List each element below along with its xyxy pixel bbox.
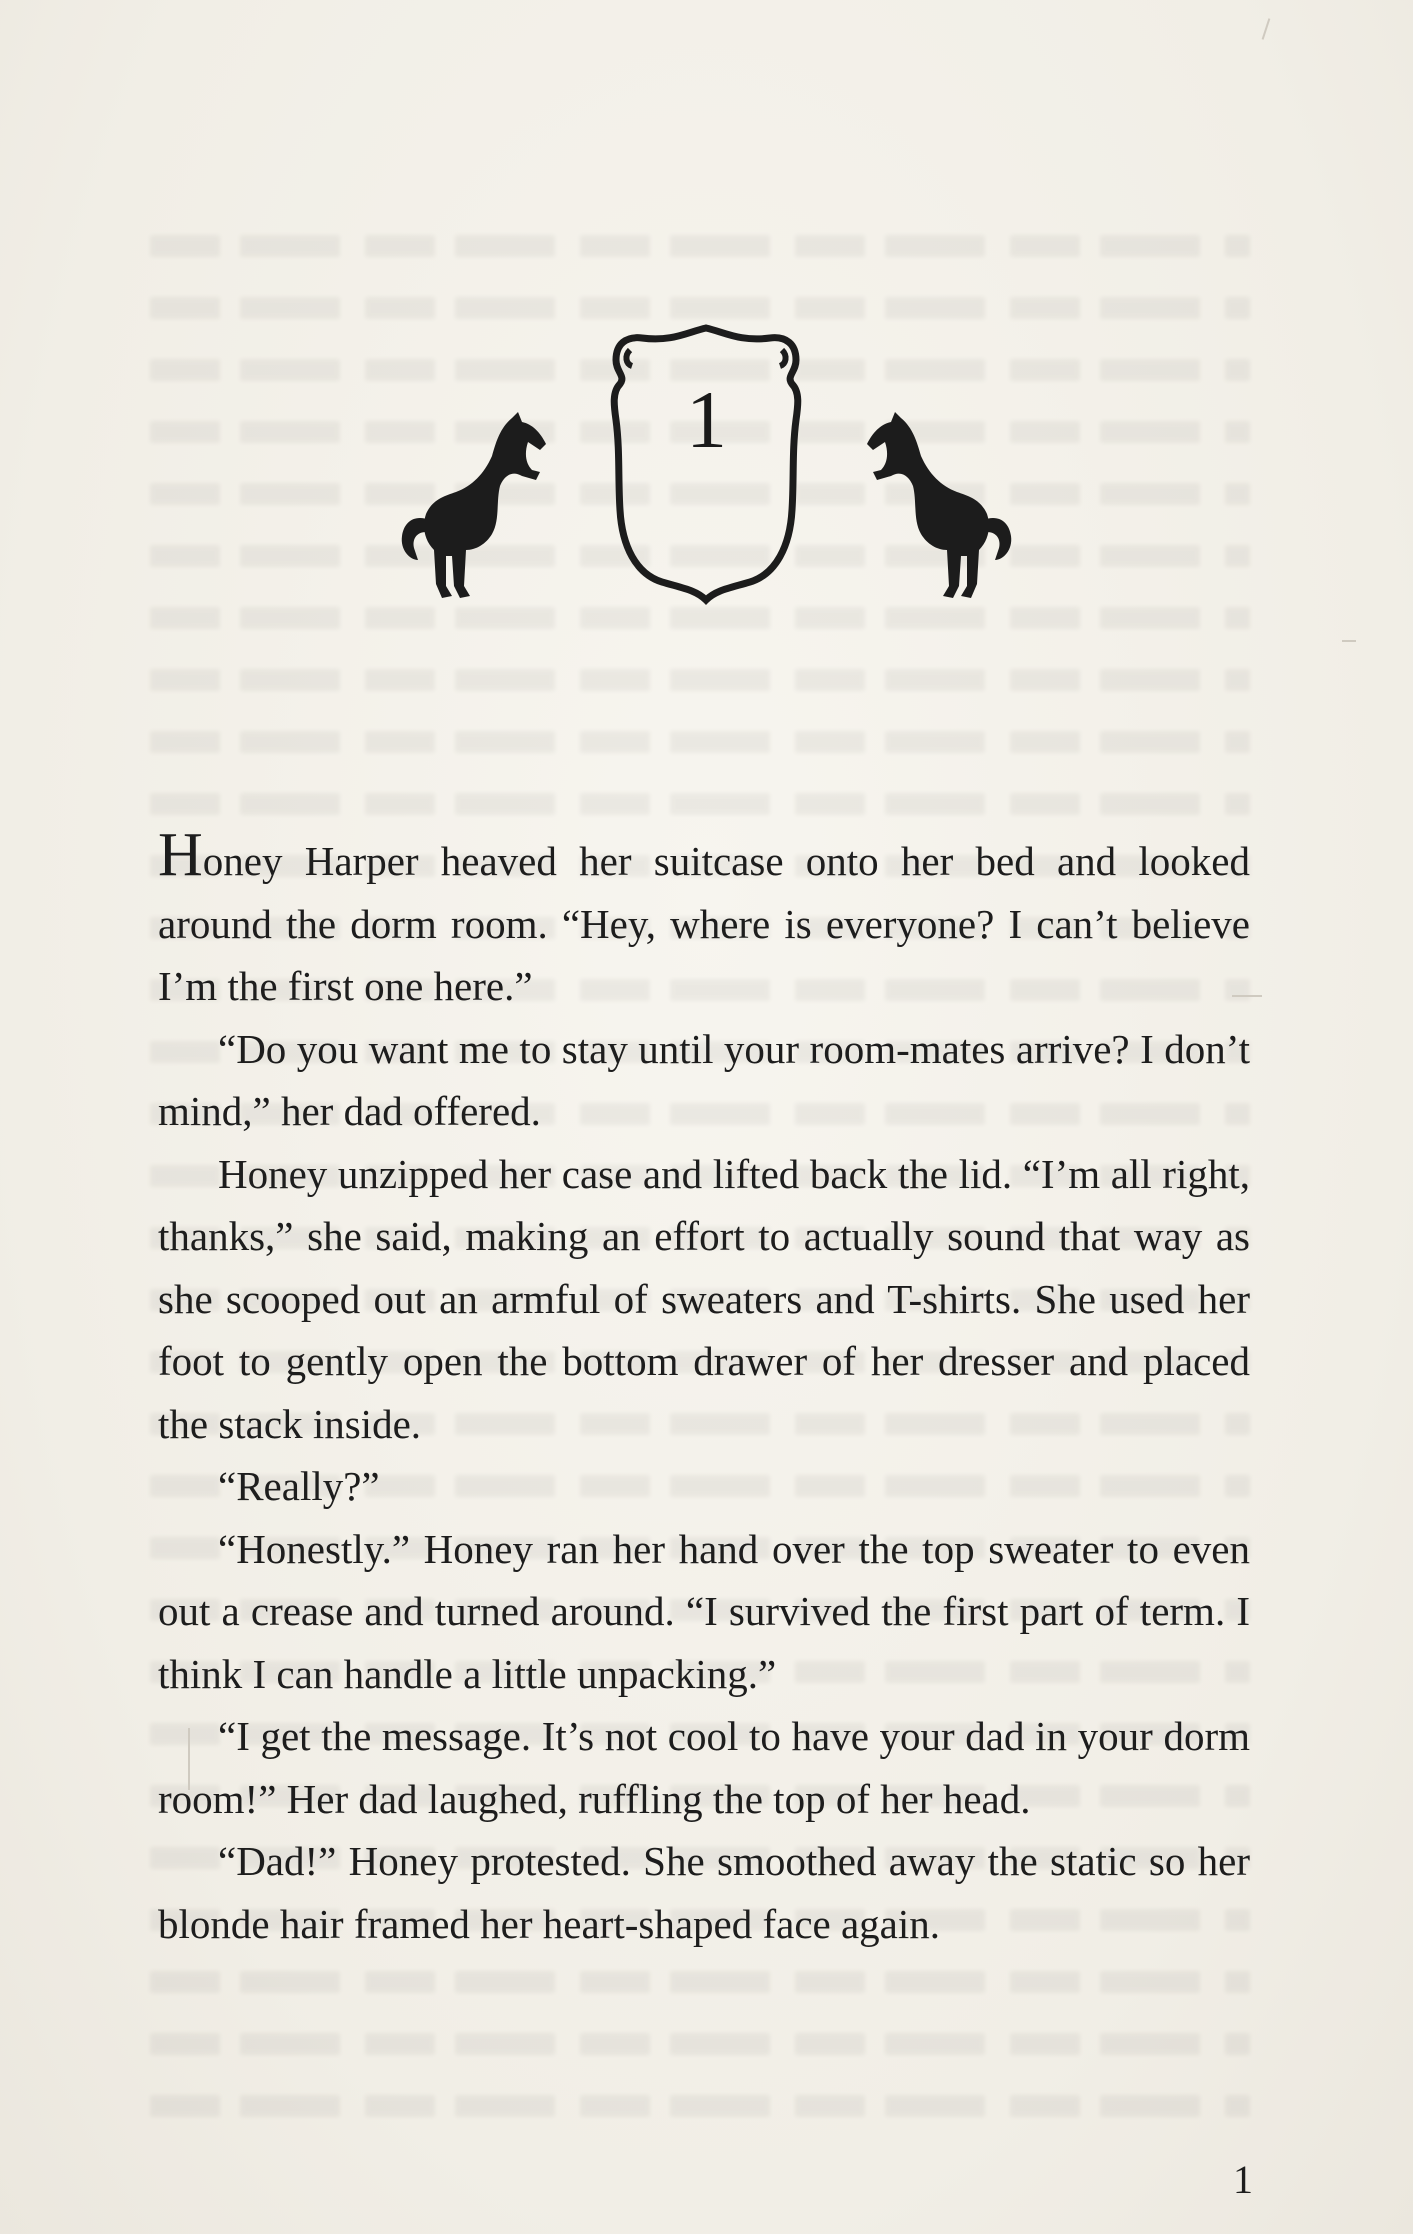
chapter-shield-frame — [586, 320, 826, 620]
chapter-ornament — [400, 320, 1013, 630]
chapter-number: 1 — [686, 374, 727, 465]
paragraph: Honey unzipped her case and lifted back the lid. “I’m all right, thanks,” she said, making an effort to actually sound that way as she scooped out an armful of sweaters and T-shirts. She used her foot to gently open the bottom drawer of her dresser and placed the stack inside. — [158, 1150, 1250, 1447]
paragraph: “Dad!” Honey protested. She smoothed away the static so her blonde hair framed her heart-shaped face again. — [158, 1838, 1250, 1947]
body-text — [158, 821, 1250, 1955]
paragraph — [158, 821, 1250, 1018]
paragraph: “Really?” — [218, 1463, 380, 1509]
margin-mark — [1262, 18, 1271, 40]
drop-cap: H — [158, 821, 203, 889]
margin-mark — [1342, 640, 1356, 642]
paragraph: “I get the message. It’s not cool to have your dad in your dorm room!” Her dad laughed, ruffling the top of her head. — [158, 1713, 1250, 1822]
right-rearing-horse-icon — [863, 410, 1013, 600]
paragraph-text: oney Harper heaved her suitcase onto her bed and looked around the dorm room. “Hey, where is everyone? I can’t believe I’m the first one here.” — [158, 838, 1250, 1009]
page-number: 1 — [1233, 2157, 1253, 2202]
paragraph: “Honestly.” Honey ran her hand over the top sweater to even out a crease and turned around. “I survived the first part of term. I think I can handle a little unpacking.” — [158, 1525, 1250, 1697]
paragraph: “Do you want me to stay until your room-mates arrive? I don’t mind,” her dad offered. — [158, 1025, 1250, 1134]
